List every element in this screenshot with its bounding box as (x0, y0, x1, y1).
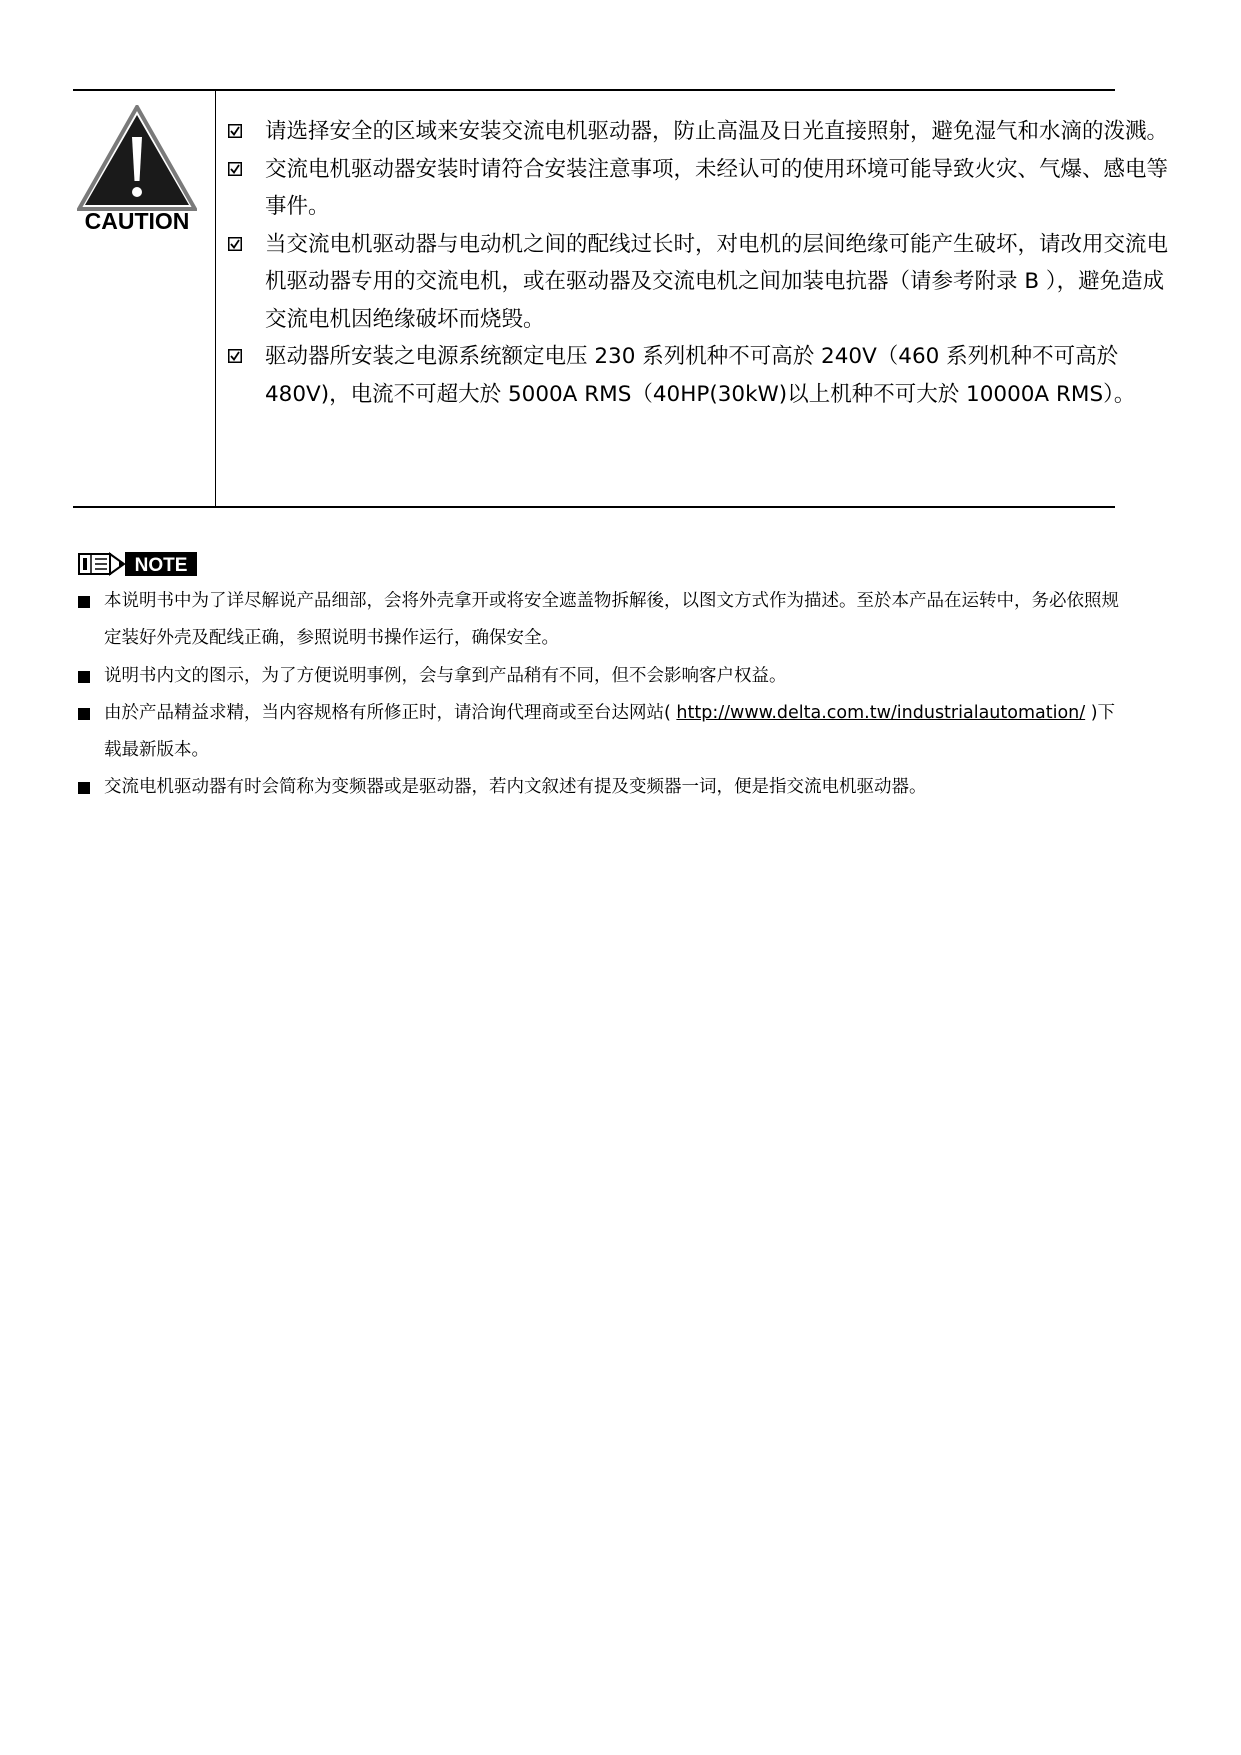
note-item-text-after: )下载最新版本。 (104, 702, 1116, 761)
caution-icon (77, 105, 197, 235)
exclamation-dot (132, 187, 142, 197)
note-item (78, 695, 1128, 770)
note-item (78, 769, 1128, 806)
note-item-text: 交流电机驱动器有时会简称为变频器或是驱动器，若内文叙述有提及变频器一词，便是指交流电机驱动器。 (104, 777, 927, 798)
caution-item-text: 当交流电机驱动器与电动机之间的配线过长时，对电机的层间绝缘可能产生破坏，请改用交流电机驱动器专用的交流电机，或在驱动器及交流电机之间加装电抗器（请参考附录 B ），避免造成交流电机因绝缘破坏而烧毁。 (265, 231, 1169, 332)
checkbox-checked-icon (228, 124, 242, 138)
caution-item (228, 113, 1183, 151)
note-badge (78, 550, 198, 578)
note-label: NOTE (134, 555, 188, 576)
caution-item (228, 226, 1183, 339)
caution-item-text: 请选择安全的区域来安装交流电机驱动器，防止高温及日光直接照射，避免湿气和水滴的泼溅。 (265, 119, 1169, 144)
note-item (78, 583, 1128, 658)
caution-item (228, 338, 1183, 413)
caution-item-text: 交流电机驱动器安装时请符合安装注意事项，未经认可的使用环境可能导致火灾、气爆、感电等事件。 (265, 156, 1169, 219)
note-item-text: 说明书内文的图示，为了方便说明事例，会与拿到产品稍有不同，但不会影响客户权益。 (104, 665, 787, 686)
checkbox-checked-icon (228, 237, 242, 251)
caution-item-text: 驱动器所安装之电源系统额定电压 230 系列机种不可高於 240V（460 系列机种不可高於 480V)，电流不可超大於 5000A RMS（40HP(30kW)以上机种不可大於 10000A RMS）。 (265, 344, 1136, 407)
note-item-text-before: 由於产品精益求精，当内容规格有所修正时，请洽询代理商或至台达网站( (104, 702, 677, 723)
caution-list (228, 113, 1183, 413)
bullet-square-icon (78, 671, 90, 683)
caution-label: CAUTION (84, 208, 190, 234)
note-item-text: 本说明书中为了详尽解说产品细部，会将外壳拿开或将安全遮盖物拆解後，以图文方式作为描述。至於本产品在运转中，务必依照规定装好外壳及配线正确，参照说明书操作运行，确保安全。 (104, 591, 1119, 649)
bullet-square-icon (78, 708, 90, 720)
bullet-square-icon (78, 596, 90, 608)
caution-item (228, 151, 1183, 226)
caution-divider (215, 91, 216, 506)
note-list (78, 583, 1128, 807)
note-item (78, 658, 1128, 695)
caution-table (73, 89, 1169, 508)
delta-website-link[interactable]: http://www.delta.com.tw/industrialautomation/ (676, 702, 1086, 723)
pencil-icon (79, 554, 124, 574)
checkbox-checked-icon (228, 349, 242, 363)
bullet-square-icon (78, 782, 90, 794)
checkbox-checked-icon (228, 162, 242, 176)
